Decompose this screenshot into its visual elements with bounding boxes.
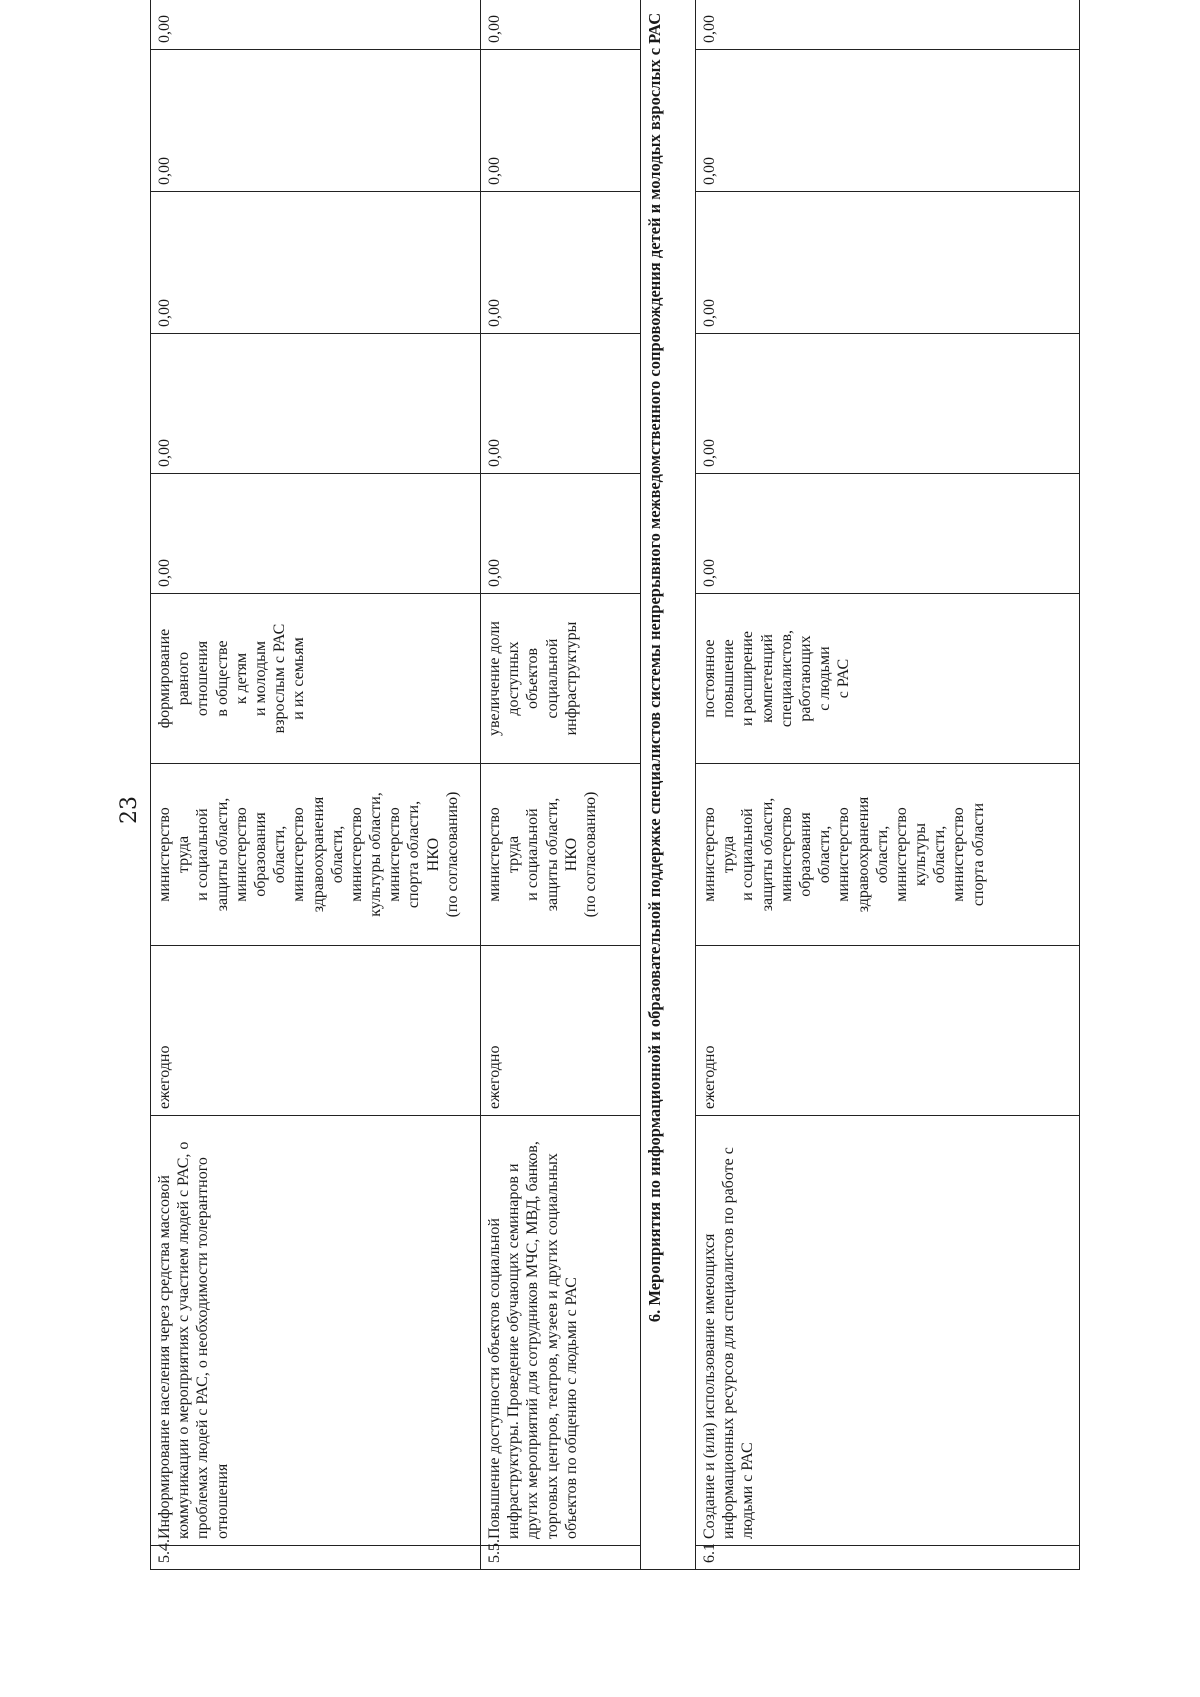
value-cell: 0,00	[696, 192, 1080, 334]
table-row	[481, 0, 641, 1570]
table-frame	[150, 12, 1080, 1570]
value-cell: 0,00	[151, 0, 481, 50]
measure-name: Информирование населения через средства массовой коммуникации о мероприятиях с участием людей с РАС, о проблемах людей с РАС, о необходимости толерантного отношения	[151, 1116, 481, 1546]
value-cell: 0,00	[696, 50, 1080, 192]
measures-table	[150, 0, 1080, 1570]
period: ежегодно	[481, 946, 641, 1116]
value-cell: 0,00	[151, 474, 481, 594]
value-cell: 0,00	[151, 334, 481, 474]
row-number: 5.5.	[481, 1546, 641, 1570]
value-cell: 0,00	[481, 474, 641, 594]
value-cell: 0,00	[481, 192, 641, 334]
value-cell: 0,00	[696, 0, 1080, 50]
measure-name: Повышение доступности объектов социальной инфраструктуры. Проведение обучающих семинаров и других мероприятий для сотрудников МЧС, МВД, банков, торговых центров, театров, музеев и других социальных объектов по общению с людьми с РАС	[481, 1116, 641, 1546]
table-row	[696, 0, 1080, 1570]
table-row	[151, 0, 481, 1570]
value-cell: 0,00	[481, 334, 641, 474]
section-heading-row	[641, 0, 696, 1570]
period: ежегодно	[151, 946, 481, 1116]
value-cell: 0,00	[481, 0, 641, 50]
executor: министерство труда и социальной защиты области, министерство образования области, министерство здравоохранения области, министерство культуры области, министерство спорта области, НКО (по согласованию)	[151, 764, 481, 946]
expected-result: формирование равного отношения в обществе к детям и молодым взрослым с РАС и их семьям	[151, 594, 481, 764]
section-title: 6. Мероприятия по информационной и образовательной поддержке специалистов системы непрерывного межведомственного сопровождения детей и молодых взрослых с РАС	[641, 0, 696, 1570]
period: ежегодно	[696, 946, 1080, 1116]
executor: министерство труда и социальной защиты области, НКО (по согласованию)	[481, 764, 641, 946]
expected-result: увеличение доли доступных объектов социальной инфраструктуры	[481, 594, 641, 764]
value-cell: 0,00	[696, 474, 1080, 594]
page-number: 23	[117, 796, 142, 824]
value-cell: 0,00	[696, 334, 1080, 474]
value-cell: 0,00	[151, 50, 481, 192]
expected-result: постоянное повышение и расширение компетенций специалистов, работающих с людьми с РАС	[696, 594, 1080, 764]
row-number: 6.1	[696, 1546, 1080, 1570]
executor: министерство труда и социальной защиты области, министерство образования области, министерство здравоохранения области, министерство культуры области, министерство спорта области	[696, 764, 1080, 946]
value-cell: 0,00	[151, 192, 481, 334]
measure-name: Создание и (или) использование имеющихся информационных ресурсов для специалистов по работе с людьми с РАС	[696, 1116, 1080, 1546]
rotated-table-area	[150, 12, 1080, 1570]
row-number: 5.4.	[151, 1546, 481, 1570]
value-cell: 0,00	[481, 50, 641, 192]
